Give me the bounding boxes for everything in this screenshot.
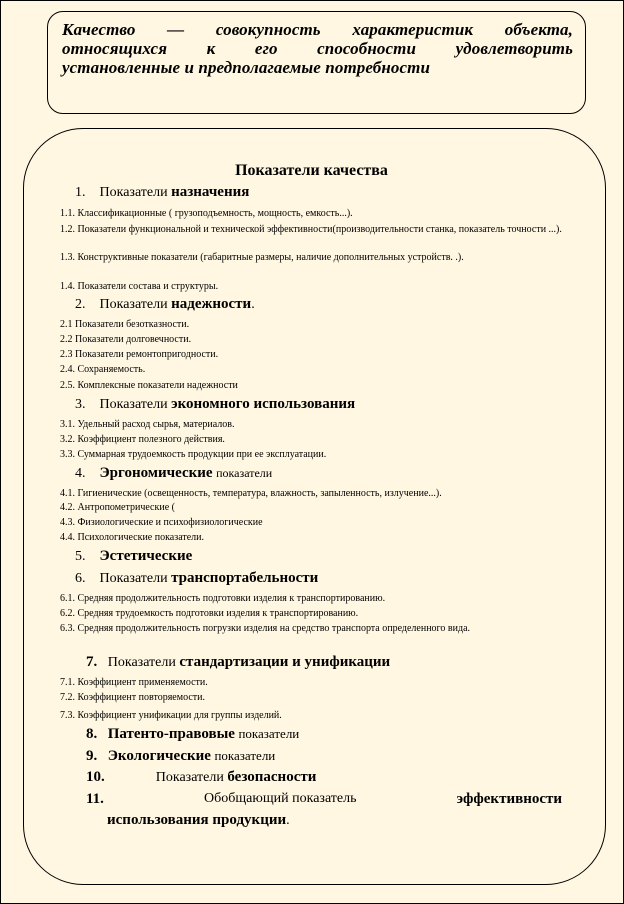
- group-heading: 11. Обобщающий показатель эффективности: [86, 791, 562, 807]
- definition-text: [62, 20, 573, 77]
- list-item: 3.2. Коэффициент полезного действия.: [60, 434, 225, 445]
- list-item: 3.1. Удельный расход сырья, материалов.: [60, 419, 235, 430]
- definition-box: [47, 11, 586, 114]
- list-item: 7.2. Коэффициент повторяемости.: [60, 692, 205, 703]
- list-item: 1.4. Показатели состава и структуры.: [60, 281, 219, 292]
- list-item: 7.3. Коэффициент унификации для группы изделий.: [60, 710, 282, 721]
- group-heading: 7. Показатели стандартизации и унификации: [86, 654, 391, 670]
- list-item: 2.3 Показатели ремонтопригодности.: [60, 349, 219, 360]
- group-heading: 3. Показатели экономного использования: [75, 396, 356, 412]
- list-item: 1.2. Показатели функциональной и технической эффективности(производительности станка, показатель точности ...).: [60, 224, 562, 235]
- list-item: 4.4. Психологические показатели.: [60, 532, 205, 543]
- list-item: 2.5. Комплексные показатели надежности: [60, 380, 238, 391]
- list-item: 4.2. Антропометрические (: [60, 502, 175, 513]
- group-heading: 2. Показатели надежности.: [75, 296, 255, 312]
- list-item: 2.4. Сохраняемость.: [60, 364, 146, 375]
- group-heading: 1. Показатели назначения: [75, 184, 250, 200]
- definition-line: Качество — совокупность характеристик объекта,: [62, 20, 573, 39]
- group-heading: 4. Эргономические показатели: [75, 465, 273, 481]
- definition-line: относящихся к его способности удовлетворить: [62, 39, 573, 58]
- list-item: 6.2. Средняя трудоемкость подготовки изделия к транспортированию.: [60, 608, 359, 619]
- list-item: 4.1. Гигиенические (освещенность, температура, влажность, запыленность, излучение...).: [60, 488, 442, 499]
- definition-line: установленные и предполагаемые потребности: [62, 58, 431, 77]
- list-item: 6.3. Средняя продолжительность погрузки изделия на средство транспорта определенного вида.: [60, 623, 471, 634]
- group-heading: 6. Показатели транспортабельности: [75, 570, 319, 586]
- list-item: 1.1. Классификационные ( грузоподъемность, мощность, емкость...).: [60, 208, 353, 219]
- list-item: 3.3. Суммарная трудоемкость продукции при ее эксплуатации.: [60, 449, 327, 460]
- list-item: 1.3. Конструктивные показатели (габаритные размеры, наличие дополнительных устройств. .).: [60, 252, 464, 263]
- list-item: 4.3. Физиологические и психофизиологические: [60, 517, 263, 528]
- group-heading-continuation: использования продукции.: [107, 812, 290, 828]
- group-heading: 10. Показатели безопасности: [86, 769, 317, 785]
- list-item: 2.2 Показатели долговечности.: [60, 334, 192, 345]
- group-heading: 8. Патенто-правовые показатели: [86, 726, 300, 742]
- list-item: 7.1. Коэффициент применяемости.: [60, 677, 208, 688]
- list-item: 6.1. Средняя продолжительность подготовки изделия к транспортированию.: [60, 593, 386, 604]
- group-heading: 5. Эстетические: [75, 548, 193, 564]
- indicators-title: Показатели качества: [235, 162, 388, 179]
- list-item: 2.1 Показатели безотказности.: [60, 319, 190, 330]
- group-heading: 9. Экологические показатели: [86, 748, 276, 764]
